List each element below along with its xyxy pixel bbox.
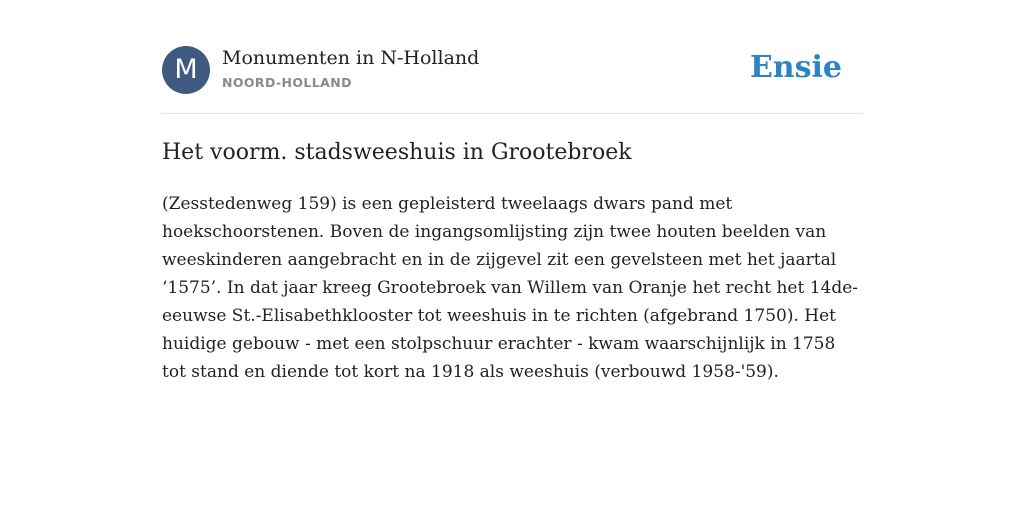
header-divider	[162, 113, 862, 114]
header	[162, 46, 862, 96]
source-avatar: M	[162, 46, 210, 94]
brand-logo-link[interactable]: Ensie	[749, 50, 842, 85]
article-body: (Zesstedenweg 159) is een gepleisterd tweelaags dwars pand met hoekschoorstenen. Boven de ingangsomlijsting zijn twee houten beelden van weeskinderen aangebracht en in de zijgevel zit een gevelsteen met het jaartal ‘1575’. In dat jaar kreeg Grootebroek van Willem van Oranje het recht het 14de-eeuwse St.-Elisabethklooster tot weeshuis in te richten (afgebrand 1750). Het huidige gebouw - met een stolpschuur erachter - kwam waarschijnlijk in 1758 tot stand en diende tot kort na 1918 als weeshuis (verbouwd 1958-'59).	[162, 194, 859, 382]
source-name: Monumenten in N-Holland	[222, 47, 480, 69]
article-title: Het voorm. stadsweeshuis in Grootebroek	[162, 140, 632, 165]
source-region: NOORD-HOLLAND	[222, 75, 352, 90]
